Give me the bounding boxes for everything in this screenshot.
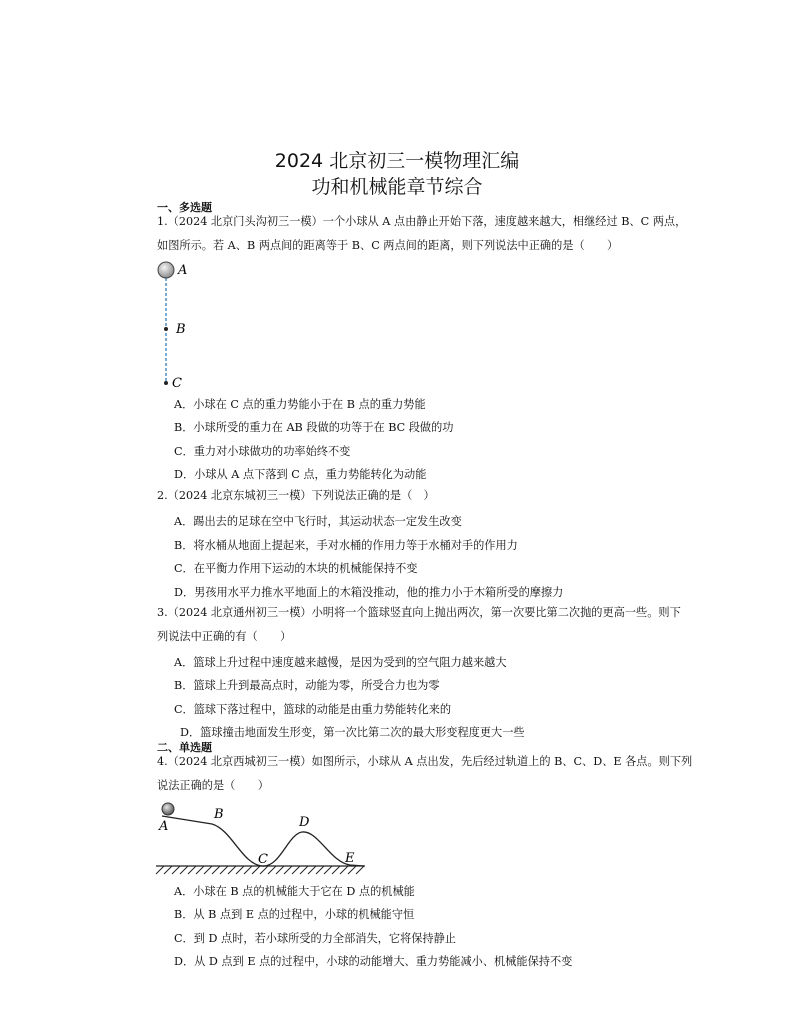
q2-option-d: D．男孩用水平力推水平地面上的木箱没推动，他的推力小于木箱所受的摩擦力: [174, 586, 564, 599]
point-c-dot: [164, 381, 168, 385]
ball-a: [158, 262, 174, 278]
question-3-stem-line1: 3.（2024 北京通州初三一模）小明将一个篮球竖直向上抛出两次，第一次要比第二次抛的更高一些。则下: [157, 606, 681, 619]
point-b-dot: [164, 327, 168, 331]
q4-option-b: B．从 B 点到 E 点的过程中，小球的机械能守恒: [174, 908, 415, 921]
question-2-stem: 2.（2024 北京东城初三一模）下列说法正确的是（ ）: [157, 489, 435, 502]
question-3-stem-line2: 列说法中正确的有（ ）: [157, 630, 292, 643]
question-3-stem: [157, 601, 717, 649]
q2-option-b: B．将水桶从地面上提起来，手对水桶的作用力等于水桶对手的作用力: [174, 539, 518, 552]
figure4-label-c: C: [258, 852, 268, 867]
q2-option-a: A．踢出去的足球在空中飞行时，其运动状态一定发生改变: [174, 515, 462, 528]
section-heading-single: 二、单选题: [157, 741, 212, 754]
figure4-label-a: A: [159, 819, 169, 834]
section-heading-multi: 一、多选题: [157, 201, 212, 214]
question-1-figure: [150, 258, 210, 394]
q1-option-a: A．小球在 C 点的重力势能小于在 B 点的重力势能: [174, 398, 426, 411]
q4-option-a: A．小球在 B 点的机械能大于它在 D 点的机械能: [174, 885, 415, 898]
ground-hatching: [156, 866, 365, 874]
figure4-label-e: E: [345, 851, 355, 866]
q1-option-c: C．重力对小球做功的功率始终不变: [174, 445, 351, 458]
figure1-label-a: A: [178, 263, 188, 278]
question-4-stem: [157, 750, 717, 798]
q3-option-c: C．篮球下落过程中，篮球的动能是由重力势能转化来的: [174, 703, 452, 716]
figure1-label-b: B: [176, 322, 186, 337]
q1-option-b: B．小球所受的重力在 AB 段做的功等于在 BC 段做的功: [174, 421, 454, 434]
q2-option-c: C．在平衡力作用下运动的木块的机械能保持不变: [174, 562, 418, 575]
document-subtitle: 功和机械能章节综合: [311, 176, 483, 198]
question-1-stem-line1: 1.（2024 北京门头沟初三一模）一个小球从 A 点由静止开始下落，速度越来越大，相继经过 B、C 两点，: [157, 215, 687, 228]
q3-option-a: A．篮球上升过程中速度越来越慢，是因为受到的空气阻力越来越大: [174, 656, 507, 669]
question-4-figure: [150, 798, 375, 878]
figure4-label-d: D: [299, 815, 310, 830]
document-title: 2024 北京初三一模物理汇编: [274, 150, 520, 172]
question-4-stem-line1: 4.（2024 北京西城初三一模）如图所示，小球从 A 点出发，先后经过轨道上的 B、C、D、E 各点。则下列: [157, 755, 693, 768]
question-1-stem-line2: 如图所示。若 A、B 两点间的距离等于 B、C 两点间的距离，则下列说法中正确的是（ ）: [157, 239, 619, 252]
q4-option-c: C．到 D 点时，若小球所受的力全部消失，它将保持静止: [174, 932, 456, 945]
figure4-label-b: B: [214, 807, 224, 822]
question-4-stem-line2: 说法正确的是（ ）: [157, 779, 269, 792]
question-1-stem: [157, 210, 717, 258]
q3-option-b: B．篮球上升到最高点时，动能为零，所受合力也为零: [174, 679, 440, 692]
q1-option-d: D．小球从 A 点下落到 C 点，重力势能转化为动能: [174, 468, 427, 481]
q4-option-d: D．从 D 点到 E 点的过程中，小球的动能增大、重力势能减小、机械能保持不变: [174, 955, 573, 968]
figure1-label-c: C: [172, 376, 182, 391]
ball-a: [162, 803, 174, 815]
q3-option-d: D．篮球撞击地面发生形变，第一次比第二次的最大形变程度更大一些: [180, 726, 525, 739]
